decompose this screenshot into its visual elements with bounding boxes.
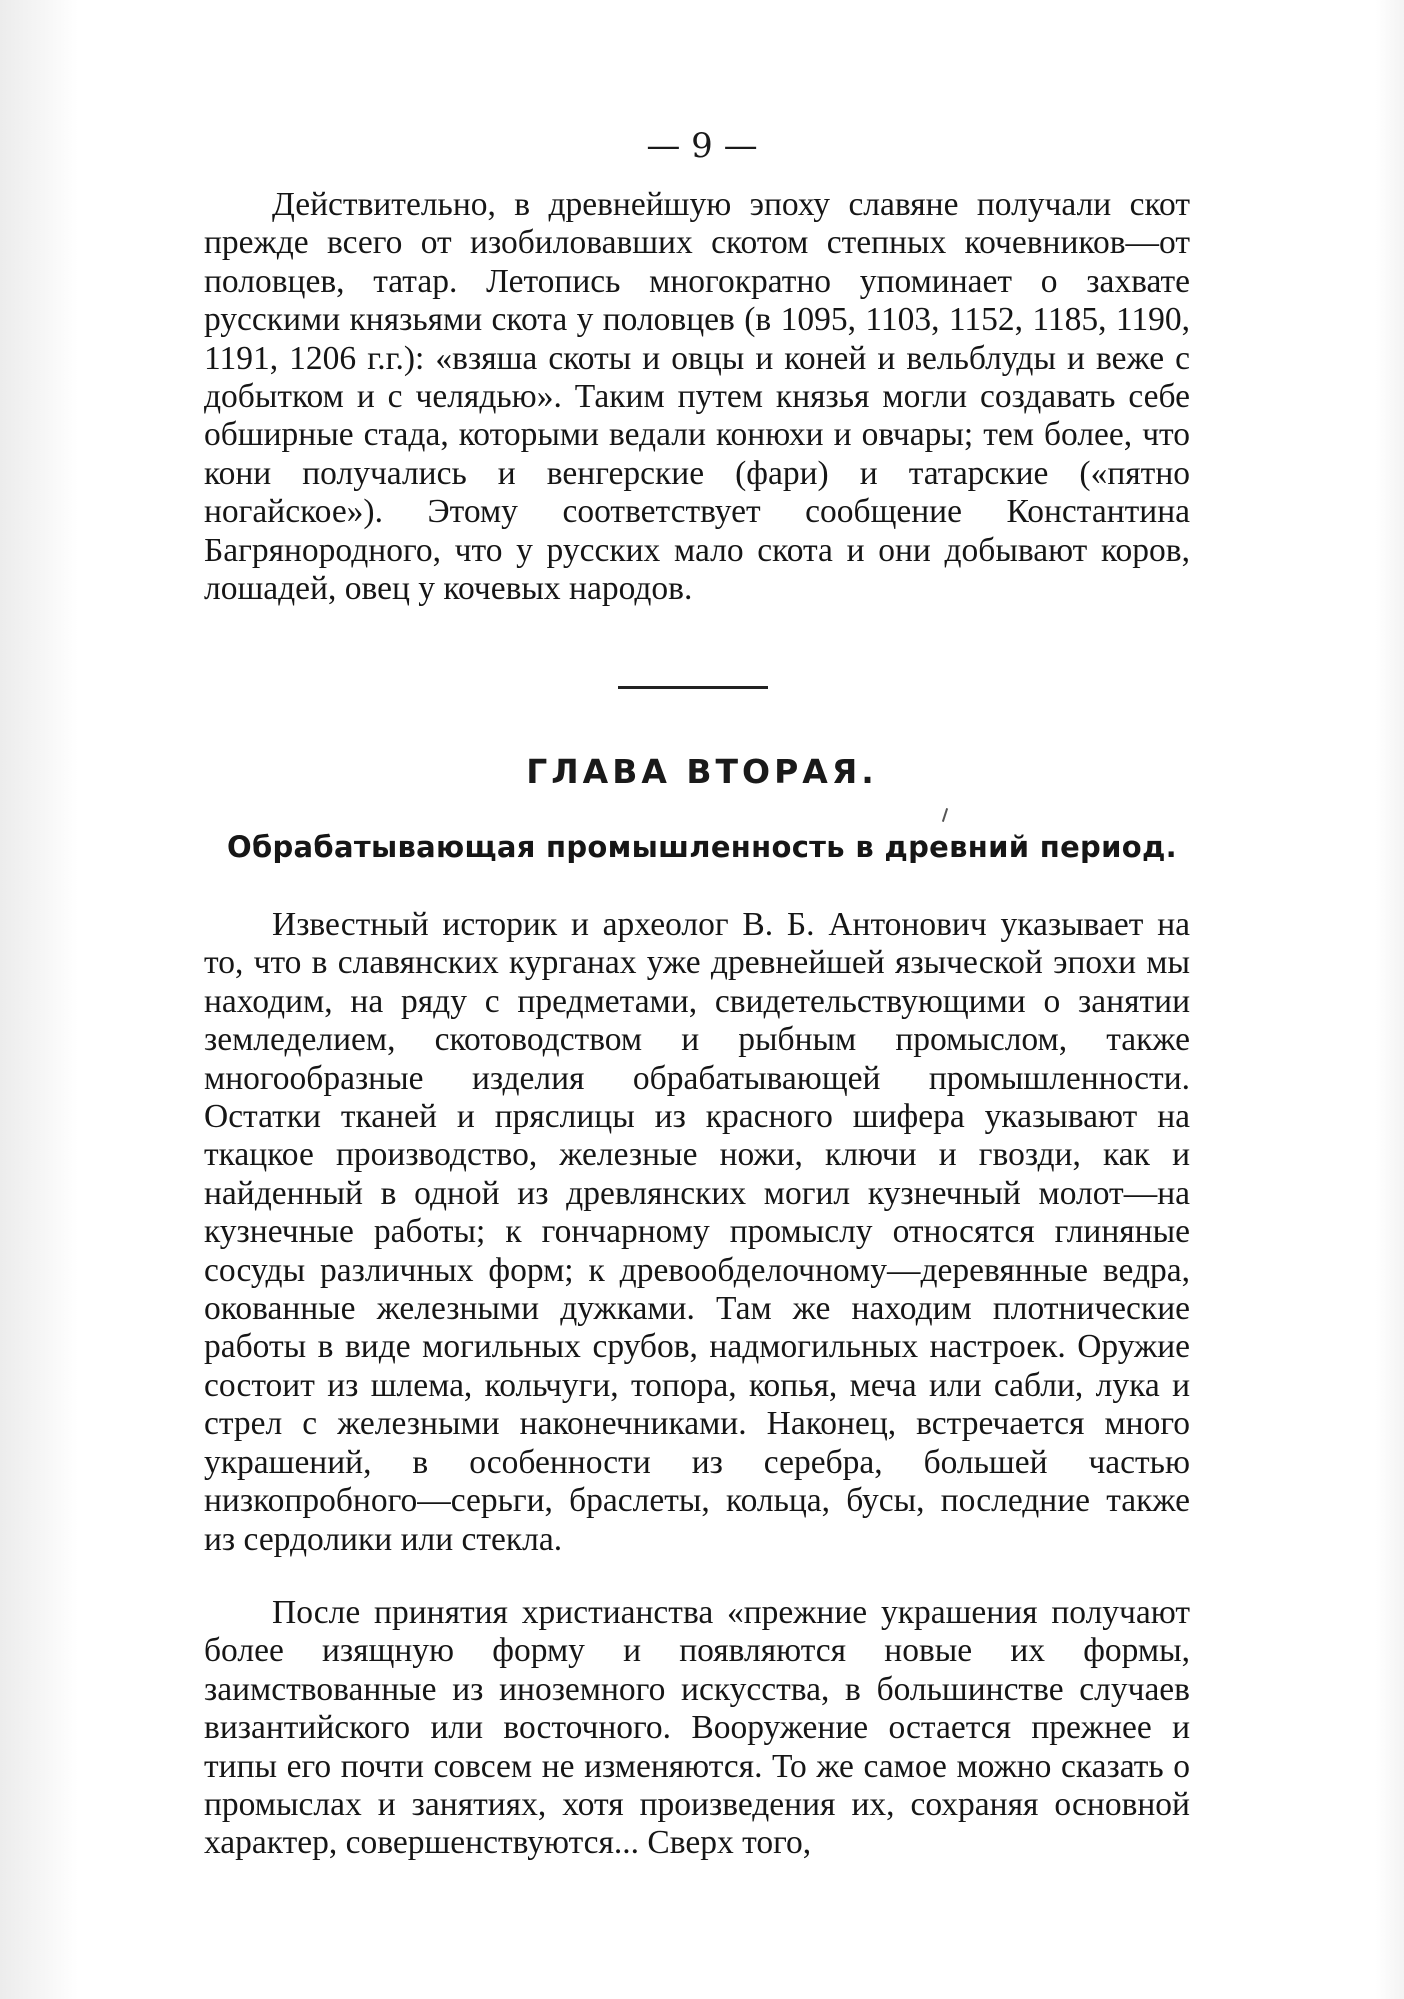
paragraph-christianity: После принятия христианства «прежние украшения получают более изящную форму и появляются новые их формы, заимствованные из иноземного искусства, в большинстве случаев византийского или восточного. Вооружение остается прежнее и типы его почти совсем не изменяются. То же самое можно сказать о промыслах и занятиях, хотя произведения их, сохраняя основной характер, совершенствуются... Сверх того, bbox=[204, 1594, 1190, 1862]
scan-shadow-right bbox=[1376, 0, 1404, 1999]
paragraph-antonovich: Известный историк и археолог В. Б. Антонович указывает на то, что в славянских курганах уже древнейшей языческой эпохи мы находим, на ряду с предметами, свидетельствующими о занятии земледелием, скотоводством и рыбным промыслом, также многообразные изделия обрабатывающей промышленности. Остатки тканей и пряслицы из красного шифера указывают на ткацкое производство, железные ножи, ключи и гвозди, как и найденный в одной из древлянских могил кузнечный молот—на кузнечные работы; к гончарному промыслу относятся глиняные сосуды различных форм; к древообделочному—деревянные ведра, окованные железными дужками. Там же находим плотничеcкие работы в виде могильных срубов, надмогильных настроек. Оружие состоит из шлема, кольчуги, топора, копья, меча или сабли, лука и стрел с железными наконечниками. Наконец, встречается много украшений, в особенности из серебра, большей частью низкопробного—серьги, браслеты, кольца, бусы, последние также из сердолики или стекла. bbox=[204, 906, 1190, 1558]
section-divider bbox=[618, 686, 768, 689]
print-mark bbox=[942, 808, 948, 822]
page-number: — 9 — bbox=[646, 126, 758, 166]
paragraph-livestock: Действительно, в древнейшую эпоху славяне получали скот прежде всего от изобиловавших скотом степных кочевников—от половцев, татар. Летопись многократно упоминает о захвате русскими князьями скота у половцев (в 1095, 1103, 1152, 1185, 1190, 1191, 1206 г.г.): «взяша скоты и овцы и коней и вельблуды и веже с добытком и с челядью». Таким путем князья могли создавать себе обширные стада, которыми ведали конюхи и овчары; тем более, что кони получались и венгерские (фари) и татарские («пятно ногайское»). Этому соответствует сообщение Константина Багрянородного, что у русских мало скота и они добывают коров, лошадей, овец у кочевых народов. bbox=[204, 186, 1190, 608]
chapter-title: ГЛАВА ВТОРАЯ. bbox=[526, 752, 878, 791]
chapter-subtitle: Обрабатывающая промышленность в древний период. bbox=[227, 830, 1177, 864]
scan-shadow-left bbox=[0, 0, 78, 1999]
